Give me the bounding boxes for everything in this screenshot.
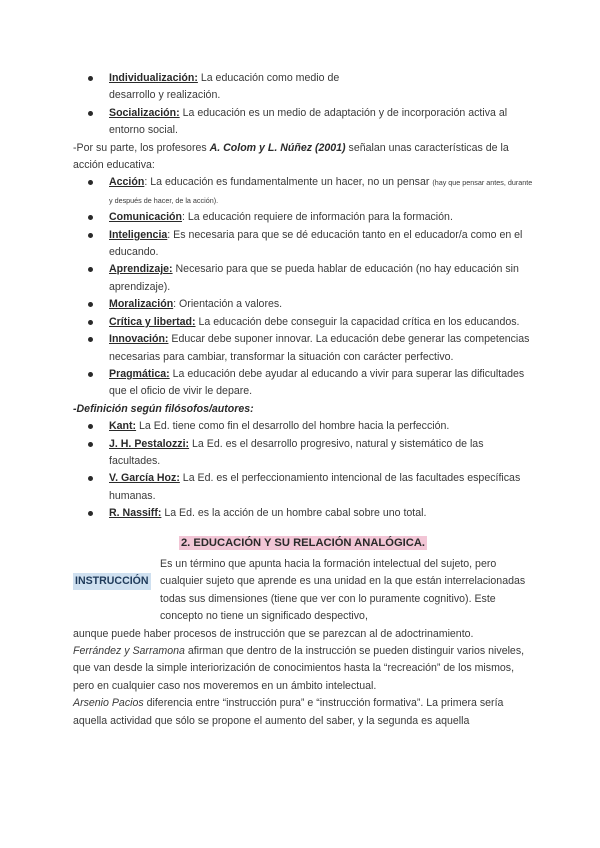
item-text: La educación debe conseguir la capacidad crítica en los educandos. xyxy=(195,315,520,328)
list-item xyxy=(73,209,533,226)
subheading-definitions: -Definición según filósofos/autores: xyxy=(73,402,254,415)
list-item xyxy=(73,105,533,140)
item-term: Pragmática: xyxy=(109,367,170,380)
bullet-icon xyxy=(88,320,93,325)
item-term: Comunicación xyxy=(109,211,182,224)
bullet-icon xyxy=(88,111,93,116)
section-title xyxy=(73,535,533,552)
item-text: : La educación requiere de información para la formación. xyxy=(182,211,453,224)
instruccion-block xyxy=(73,556,533,626)
item-term: Individualización: xyxy=(109,72,198,84)
bullet-icon xyxy=(88,215,93,220)
item-term: J. H. Pestalozzi: xyxy=(109,437,190,450)
intro-after: señalan unas características de la acción educativa: xyxy=(73,141,509,172)
document-content xyxy=(73,70,533,730)
item-term: R. Nassiff: xyxy=(109,507,162,520)
item-term: Acción xyxy=(109,176,145,189)
intro-paragraph xyxy=(73,140,533,175)
ferrandez-authors: Ferrández y Sarramona xyxy=(73,645,185,657)
pacios-author: Arsenio Pacios xyxy=(73,697,144,710)
item-text: Necesario para que se pueda hablar de educación (no hay educación sin aprendizaje). xyxy=(109,263,519,293)
list-item xyxy=(73,331,533,366)
bullet-icon xyxy=(88,372,93,377)
intro-before: -Por su parte, los profesores xyxy=(73,141,210,154)
item-term: Kant: xyxy=(109,420,137,433)
list-definitions xyxy=(73,418,533,522)
paragraph-ferrandez xyxy=(73,643,533,695)
instruccion-text: Es un término que apunta hacia la formación intelectual del sujeto, pero cualquier sujeto que aprende es una unidad en la que están interrelacionadas todas sus dimensiones (tiene que ver con lo puramente cognitivo). Este concepto no tiene un significado despectivo, xyxy=(160,557,526,623)
paragraph-pacios xyxy=(73,695,533,730)
bullet-icon xyxy=(88,180,93,185)
item-note: (hay que pensar antes, durante y después de hacer, de la acción). xyxy=(109,178,533,205)
instruccion-continuation: aunque puede haber procesos de instrucción que se parezcan al de adoctrinamiento. xyxy=(73,627,474,640)
item-text: La educación es un medio de adaptación y de incorporación activa al entorno social. xyxy=(109,106,508,137)
list-item xyxy=(73,70,533,105)
item-text: La educación debe ayudar al educando a vivir para superar las dificultades que el oficio de vivir le depare. xyxy=(109,367,525,398)
list-item xyxy=(73,505,533,522)
item-text: : Orientación a valores. xyxy=(173,298,283,311)
item-text: La Ed. tiene como fin el desarrollo del hombre hacia la perfección. xyxy=(136,420,450,433)
list-item xyxy=(73,366,533,401)
bullet-icon xyxy=(88,302,93,307)
list-item xyxy=(73,261,533,296)
item-term: V. García Hoz: xyxy=(109,472,180,485)
item-term: Innovación: xyxy=(109,333,169,346)
item-term: Moralización xyxy=(109,298,174,311)
ferrandez-text: afirman que dentro de la instrucción se pueden distinguir varios niveles, que van desde la simple interiorización de conocimientos hasta la “recreación” de los mismos, pero en cualquier caso nos moveremos en un ámbito intelectual. xyxy=(73,645,525,692)
bullet-icon xyxy=(88,442,93,447)
list-item xyxy=(73,314,533,331)
list-item xyxy=(73,296,533,313)
item-term: Inteligencia xyxy=(109,228,168,241)
list-item xyxy=(73,436,533,471)
item-text: : Es necesaria para que se dé educación tanto en el educador/a como en el educando. xyxy=(109,228,523,259)
list-item xyxy=(73,418,533,435)
bullet-icon xyxy=(88,337,93,342)
intro-authors: A. Colom y L. Núñez (2001) xyxy=(209,141,346,154)
item-term: Aprendizaje: xyxy=(109,263,173,276)
item-term: Crítica y libertad: xyxy=(109,315,196,328)
list-characteristics xyxy=(73,174,533,400)
item-text: La Ed. es el perfeccionamiento intencional de las facultades específicas humanas. xyxy=(109,472,521,502)
bullet-icon xyxy=(88,76,93,81)
bullet-icon xyxy=(88,424,93,429)
item-term: Socialización: xyxy=(109,106,180,119)
bullet-icon xyxy=(88,511,93,516)
list-item xyxy=(73,174,533,209)
instruccion-label: INSTRUCCIÓN xyxy=(73,573,151,590)
item-text: La Ed. es la acción de un hombre cabal sobre uno total. xyxy=(161,507,427,520)
list-item xyxy=(73,227,533,262)
bullet-icon xyxy=(88,476,93,481)
item-text: La educación como medio de desarrollo y realización. xyxy=(109,72,340,102)
section-title-text: 2. EDUCACIÓN Y SU RELACIÓN ANALÓGICA. xyxy=(180,536,426,549)
list-item xyxy=(73,470,533,505)
pacios-text: diferencia entre “instrucción pura” e “instrucción formativa”. La primera sería aquella actividad que sólo se propone el aumento del saber, y la segunda es aquella xyxy=(73,697,504,727)
item-text: Educar debe suponer innovar. La educación debe generar las competencias necesarias para cambiar, transformar la situación con carácter perfectivo. xyxy=(109,333,530,363)
list-education-aims xyxy=(73,70,533,140)
item-text: : La educación es fundamentalmente un hacer, no un pensar xyxy=(144,176,433,189)
bullet-icon xyxy=(88,233,93,238)
item-text: La Ed. es el desarrollo progresivo, natural y sistemático de las facultades. xyxy=(109,437,484,467)
bullet-icon xyxy=(88,267,93,272)
